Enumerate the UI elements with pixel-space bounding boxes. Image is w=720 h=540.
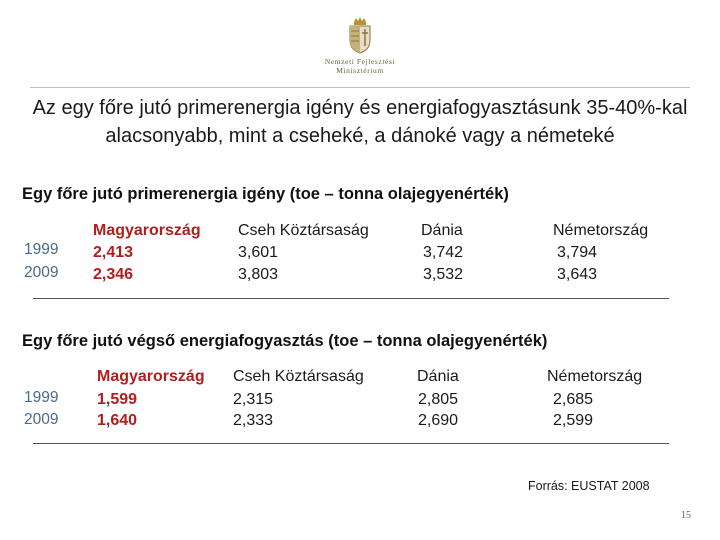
ministry-logo: [318, 16, 402, 75]
table-value: 1,599: [97, 391, 138, 408]
logo-text-line1: Nemzeti Fejlesztési: [324, 57, 396, 66]
table-value: 3,532: [423, 266, 464, 283]
table-value: 1,640: [97, 412, 138, 429]
column-header-country: Cseh Köztársaság: [233, 368, 364, 385]
table-value: 3,601: [238, 244, 279, 261]
table-divider: [33, 298, 669, 299]
column-header-country: Dánia: [421, 222, 463, 239]
source-note: Forrás: EUSTAT 2008: [528, 479, 650, 493]
column-header-country: Németország: [553, 222, 649, 239]
table-value: 3,794: [557, 244, 598, 261]
column-header-country: Dánia: [417, 368, 459, 385]
page-number: 15: [681, 510, 691, 521]
column-header-country: Németország: [547, 368, 643, 385]
table-value: 3,742: [423, 244, 464, 261]
logo-text-line2: Minisztérium: [336, 66, 384, 75]
table-value: 2,413: [93, 244, 134, 261]
table-divider: [33, 443, 669, 444]
table-value: 3,643: [557, 266, 598, 283]
table-value: 2,315: [233, 391, 274, 408]
table-value: 2,333: [233, 412, 274, 429]
column-header-country: Magyarország: [97, 368, 205, 385]
section-heading-primary-energy: Egy főre jutó primerenergia igény (toe – tonna olajegyenérték): [22, 185, 509, 203]
year-label: 1999: [24, 241, 59, 258]
table-value: 2,599: [553, 412, 594, 429]
table-value: 2,685: [553, 391, 594, 408]
column-header-country: Magyarország: [93, 222, 201, 239]
section-heading-final-consumption: Egy főre jutó végső energiafogyasztás (toe – tonna olajegyenérték): [22, 332, 548, 350]
column-header-country: Cseh Köztársaság: [238, 222, 369, 239]
year-label: 2009: [24, 264, 59, 281]
table-value: 2,805: [418, 391, 459, 408]
table-value: 3,803: [238, 266, 279, 283]
slide-title: Az egy főre jutó primerenergia igény és energiafogyasztásunk 35-40%-kal alacsonyabb, mint a cseheké, a dánoké vagy a németeké: [32, 97, 688, 147]
title-divider: [30, 87, 690, 88]
coat-of-arms-icon: [345, 16, 375, 54]
year-label: 2009: [24, 411, 59, 428]
table-value: 2,690: [418, 412, 459, 429]
year-label: 1999: [24, 389, 59, 406]
table-value: 2,346: [93, 266, 134, 283]
